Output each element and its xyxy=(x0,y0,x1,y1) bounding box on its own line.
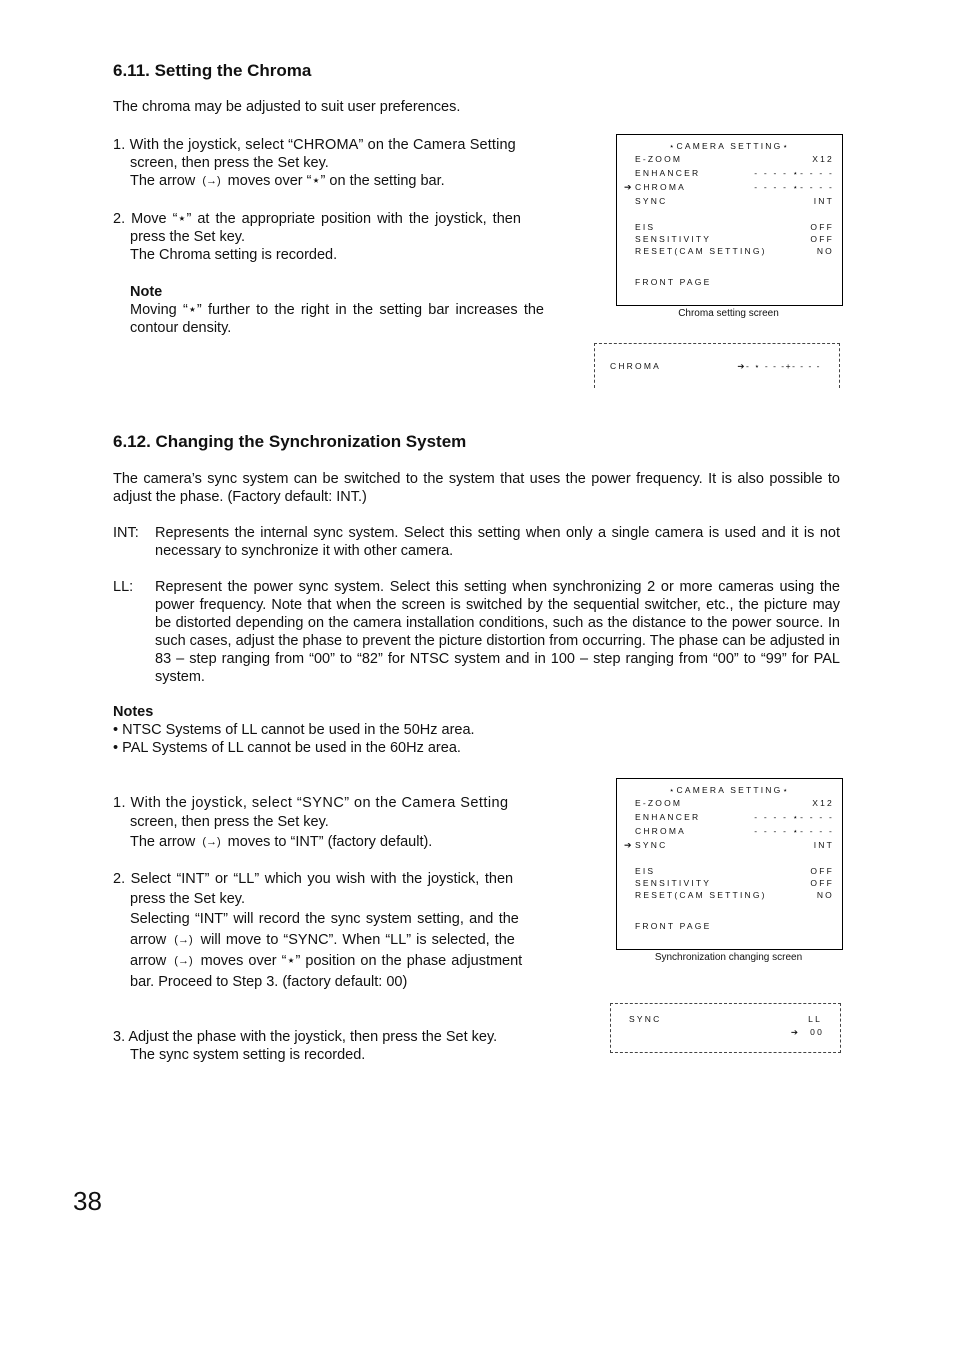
sync-intro: The camera’s sync system can be switched to the system that uses the power frequency. It is also possible to adjust the phase. (Factory default: INT.) xyxy=(113,471,840,505)
page-number: 38 xyxy=(73,1186,102,1216)
arrow-icon: (→) xyxy=(174,934,193,946)
pointer-arrow-icon: ➔ xyxy=(790,1027,798,1037)
chroma-step-2: 2. Move “⋆” at the appropriate position with the joystick, then press the Set key. The Chroma setting is recorded. xyxy=(113,211,521,263)
chroma-screen-caption: Chroma setting screen xyxy=(678,308,779,319)
note-pal: • PAL Systems of LL cannot be used in the 60Hz area. xyxy=(113,740,461,756)
sync-box-label: SYNC xyxy=(629,1014,662,1024)
sync-step-1: 1. With the joystick, select “SYNC” on the Camera Setting screen, then press the Set key. The arrow (→) moves to “INT” (factory default). xyxy=(113,795,509,850)
chroma-bar-box xyxy=(594,343,840,388)
screen-row-front-page: FRONT PAGE xyxy=(635,921,712,931)
note-heading: Note xyxy=(130,284,163,300)
screen-row-sync: ➔ SYNC INT xyxy=(624,840,834,850)
int-term: INT: xyxy=(113,525,139,541)
ll-definition: Represent the power sync system. Select this setting when synchronizing 2 or more cameras using the power frequency. Note that when the screen is switched by the sequential switcher, etc., the picture may be distorted depending on the camera installation conditions, such as the distance to the power source. In such cases, adjust the phase to prevent the picture distortion from occurring. The phase can be adjusted in 83 – step ranging from “00” to “82” for NTSC system and in 100 – step ranging from “00” to “99” for PAL system. xyxy=(155,579,840,685)
pointer-arrow-icon: ➔ xyxy=(624,840,632,850)
chroma-bar-label: CHROMA xyxy=(610,361,661,371)
pointer-arrow-icon: ➔ xyxy=(624,182,632,192)
screen-row-reset: RESET(CAM SETTING) NO xyxy=(635,246,834,256)
chroma-note xyxy=(130,283,544,337)
sync-step-2: 2. Select “INT” or “LL” which you wish with the joystick, then press the Set key. Selecting “INT” will record the sync system setting, and the arrow (→) will move to “SYNC”. When “LL” is selected, the arrow (→) moves over “⋆” position on the phase adjustment bar. Proceed to Step 3. (factory default: 00) xyxy=(113,871,523,990)
notes-heading: Notes xyxy=(113,704,154,720)
section-heading-sync: 6.12. Changing the Synchronization System xyxy=(113,432,467,451)
section-heading-chroma: 6.11. Setting the Chroma xyxy=(113,61,312,80)
camera-setting-screen-chroma xyxy=(616,134,843,306)
sync-screen-caption: Synchronization changing screen xyxy=(654,952,803,963)
sync-notes xyxy=(113,703,475,757)
chroma-step-1: 1. With the joystick, select “CHROMA” on the Camera Setting screen, then press the Set key. The arrow (→) moves over “⋆” on the setting bar. xyxy=(113,137,516,189)
screen-row-reset: RESET(CAM SETTING) NO xyxy=(635,890,834,900)
screen-row-e-zoom: E-ZOOM X12 xyxy=(635,154,834,164)
sync-phase-box xyxy=(610,1003,841,1053)
arrow-icon: (→) xyxy=(174,955,193,967)
screen-row-sensitivity: SENSITIVITY OFF xyxy=(635,234,834,244)
camera-setting-screen-sync xyxy=(616,778,843,950)
sync-box-phase: 00 xyxy=(810,1027,824,1037)
sync-box-mode: LL xyxy=(808,1014,822,1024)
ll-term: LL: xyxy=(113,579,134,595)
screen-title: ⋆CAMERA SETTING⋆ xyxy=(669,141,790,151)
screen-row-enhancer: ENHANCER - - - - ⋆- - - - xyxy=(635,812,834,822)
screen-row-chroma: ➔ CHROMA - - - - ⋆- - - - xyxy=(624,182,834,192)
screen-row-front-page: FRONT PAGE xyxy=(635,277,712,287)
arrow-icon: (→) xyxy=(202,175,221,187)
screen-title: ⋆CAMERA SETTING⋆ xyxy=(669,785,790,795)
screen-row-chroma: CHROMA - - - - ⋆- - - - xyxy=(635,826,834,836)
note-text: Moving “⋆” further to the right in the setting bar increases the contour density. xyxy=(130,302,544,336)
screen-row-e-zoom: E-ZOOM X12 xyxy=(635,798,834,808)
chroma-intro: The chroma may be adjusted to suit user preferences. xyxy=(113,99,461,115)
screen-row-eis: EIS OFF xyxy=(635,866,834,876)
chroma-bar-value: ➔- ⋆ - - -+- - - - xyxy=(737,361,821,371)
screen-row-sync: SYNC INT xyxy=(635,196,834,206)
arrow-icon: (→) xyxy=(202,836,221,848)
screen-row-eis: EIS OFF xyxy=(635,222,834,232)
sync-step-3: 3. Adjust the phase with the joystick, then press the Set key. The sync system setting is recorded. xyxy=(113,1029,498,1063)
screen-row-enhancer: ENHANCER - - - - ⋆- - - - xyxy=(635,168,834,178)
int-definition: Represents the internal sync system. Select this setting when only a single camera is used and it is not necessary to synchronize it with other camera. xyxy=(155,525,840,559)
screen-row-sensitivity: SENSITIVITY OFF xyxy=(635,878,834,888)
note-ntsc: • NTSC Systems of LL cannot be used in the 50Hz area. xyxy=(113,722,475,738)
